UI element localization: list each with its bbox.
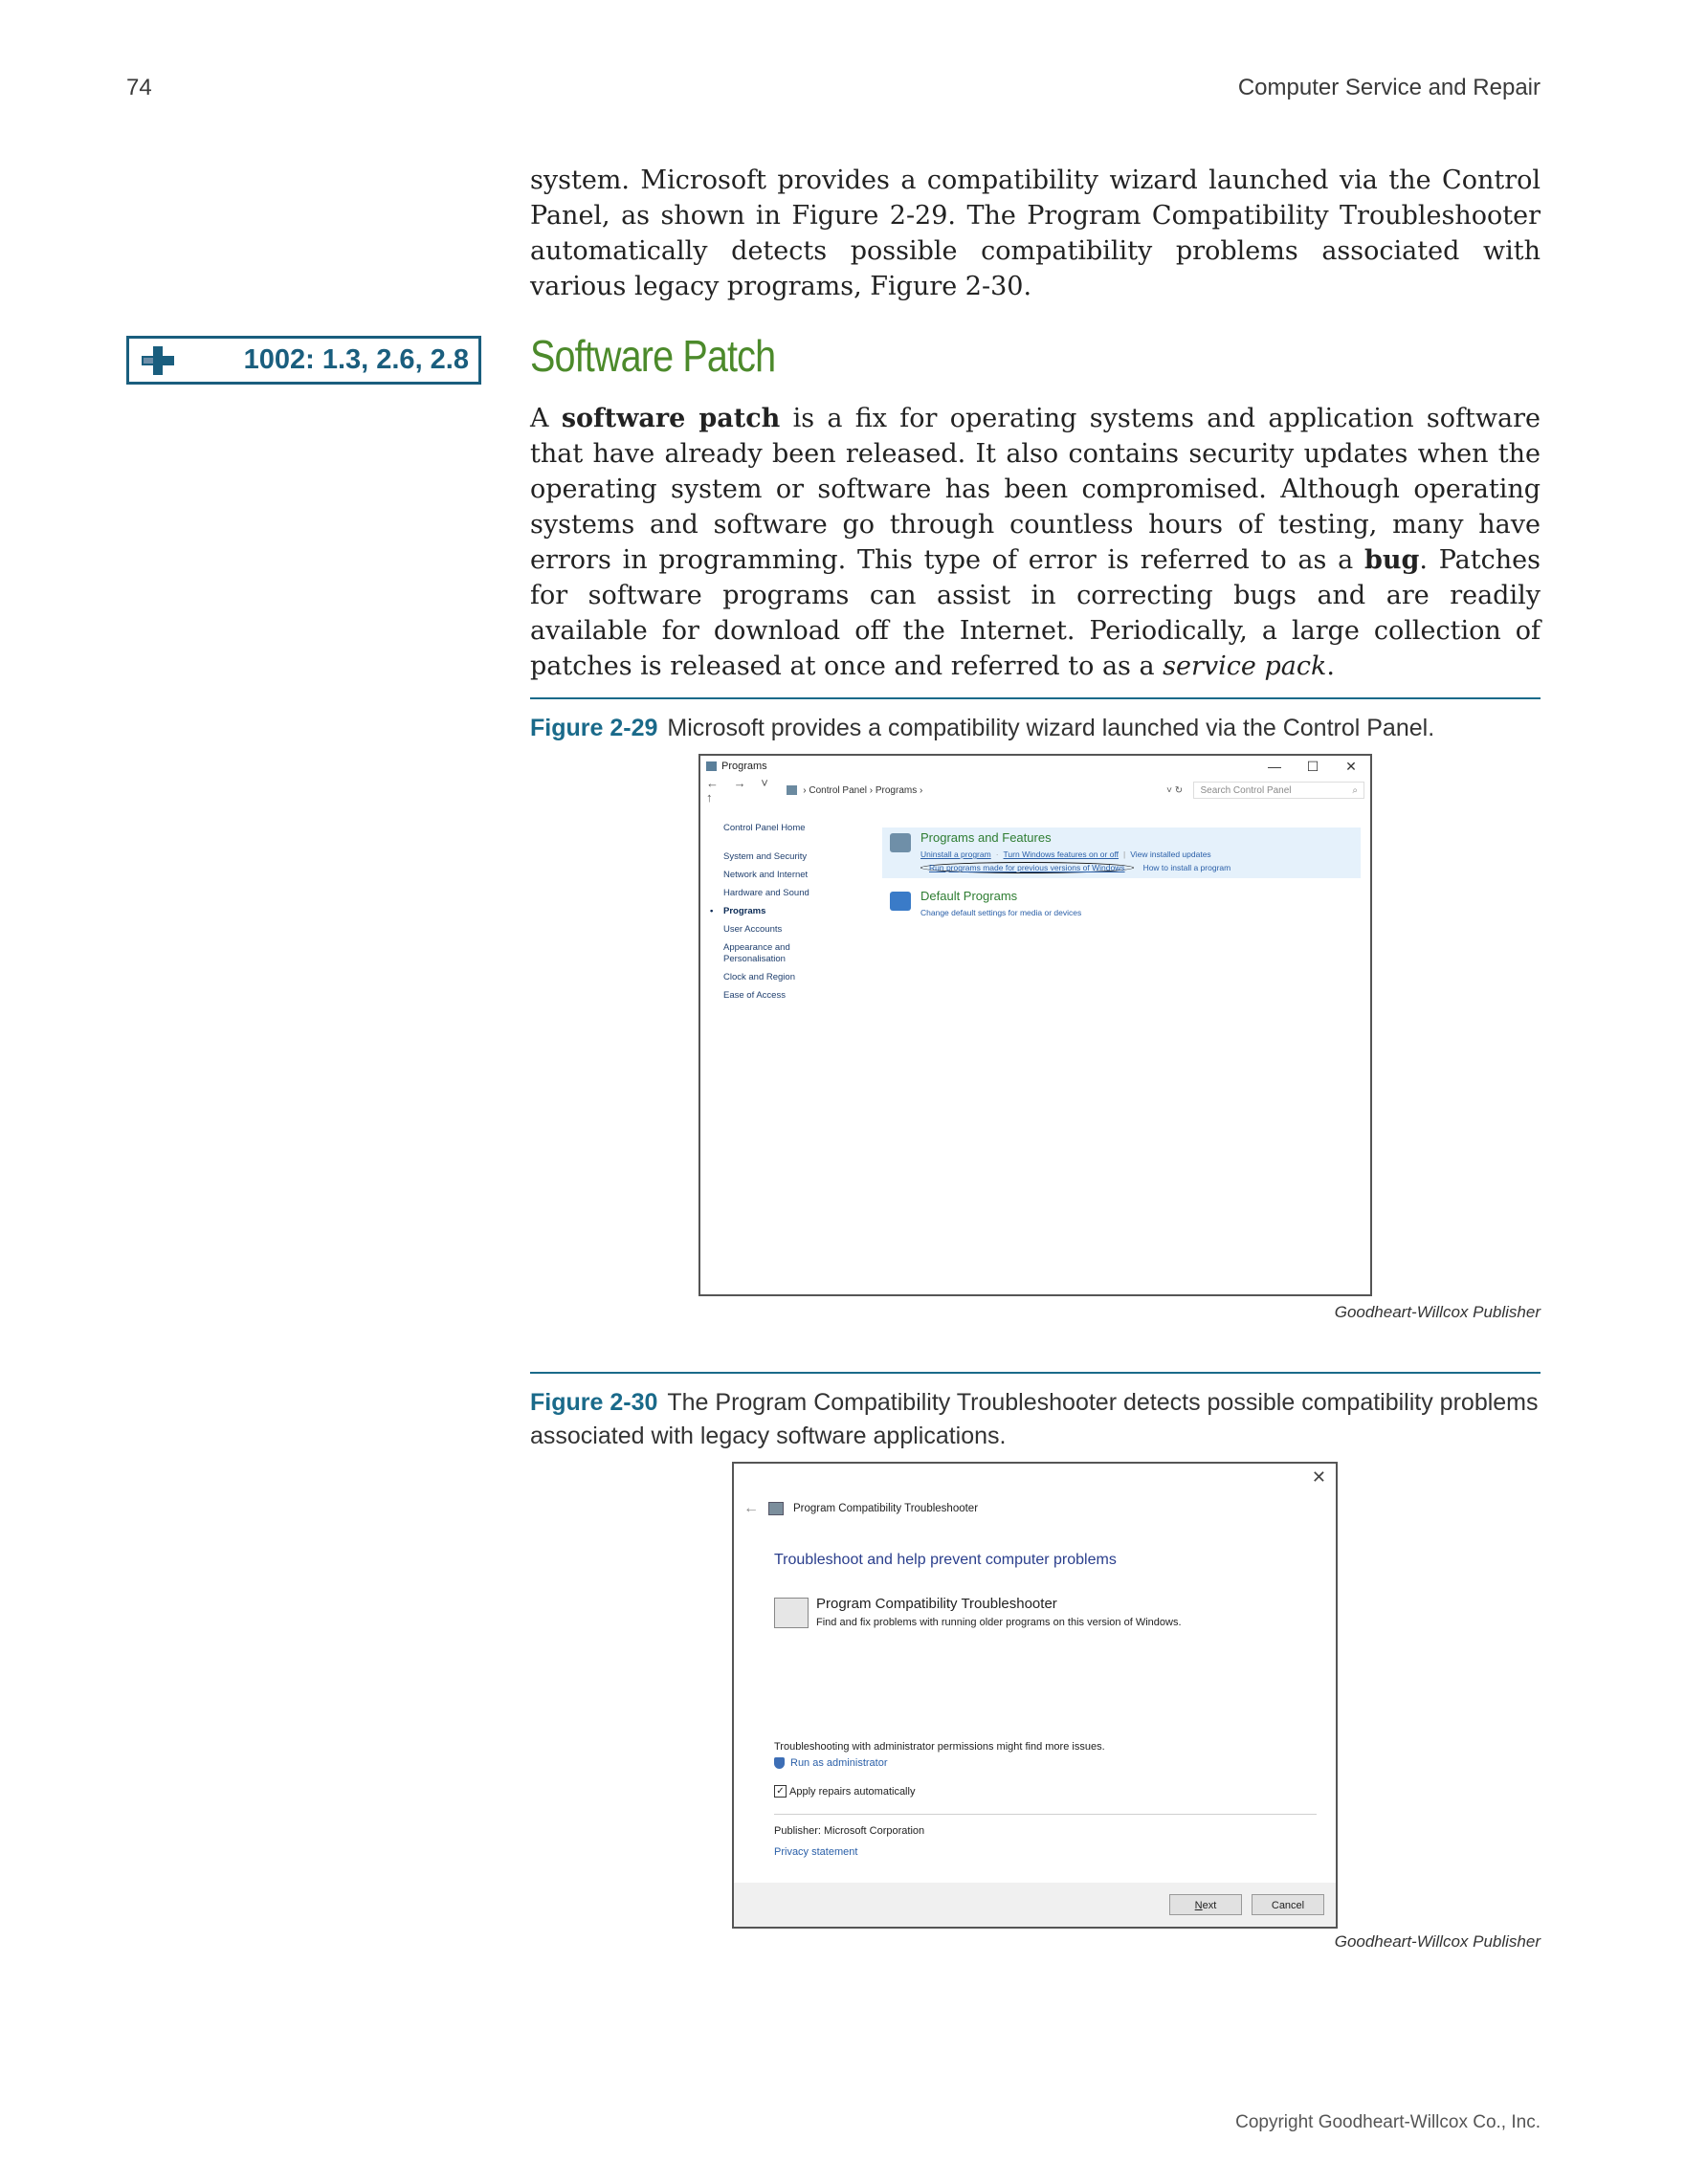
refresh-icon[interactable]: ˅ ↻ bbox=[1166, 784, 1184, 796]
sidebar-item-network[interactable]: Network and Internet bbox=[723, 870, 809, 880]
sidebar-item-clock-region[interactable]: Clock and Region bbox=[723, 972, 795, 982]
sidebar-item-hardware[interactable]: Hardware and Sound bbox=[723, 888, 809, 898]
caption-text: Microsoft provides a compatibility wizard launched via the Control Panel. bbox=[667, 715, 1435, 741]
troubleshooter-item-title[interactable]: Program Compatibility Troubleshooter bbox=[816, 1596, 1057, 1612]
install-program-link[interactable]: How to install a program bbox=[1142, 863, 1231, 872]
category-title[interactable]: Programs and Features bbox=[920, 830, 1052, 845]
close-button[interactable]: ✕ bbox=[1345, 758, 1357, 774]
figure-label: Figure 2-29 bbox=[530, 715, 658, 741]
privacy-link[interactable]: Privacy statement bbox=[774, 1846, 858, 1858]
cancel-button[interactable]: Cancel bbox=[1252, 1894, 1324, 1915]
program-compat-icon bbox=[774, 1598, 809, 1628]
plus-cross-icon bbox=[129, 339, 187, 382]
default-settings-link[interactable]: Change default settings for media or devices bbox=[920, 908, 1082, 917]
dialog-heading: Troubleshoot and help prevent computer problems bbox=[774, 1552, 1117, 1568]
search-input[interactable] bbox=[1193, 782, 1364, 799]
address-bar bbox=[700, 777, 1370, 804]
next-label: ext bbox=[1202, 1900, 1217, 1911]
term-service-pack: service pack bbox=[1163, 651, 1327, 681]
dialog-title: Program Compatibility Troubleshooter bbox=[793, 1503, 979, 1514]
apply-repairs-label: Apply repairs automatically bbox=[789, 1785, 916, 1798]
folder-icon bbox=[787, 785, 797, 795]
software-patch-paragraph bbox=[530, 401, 1541, 684]
minimize-button[interactable]: — bbox=[1268, 758, 1281, 774]
caption-text: The Program Compatibility Troubleshooter detects possible compatibility problems associated with legacy software applications. bbox=[530, 1389, 1539, 1449]
sidebar-item-ease-access[interactable]: Ease of Access bbox=[723, 990, 786, 1001]
installed-updates-link[interactable]: View installed updates bbox=[1130, 849, 1211, 859]
sidebar-item-programs[interactable]: • Programs bbox=[723, 906, 848, 917]
page-number: 74 bbox=[126, 75, 152, 100]
paragraph-text: . bbox=[1326, 651, 1335, 681]
sidebar-item-user-accounts[interactable]: User Accounts bbox=[723, 924, 783, 935]
troubleshooter-screenshot bbox=[732, 1462, 1338, 1929]
run-as-admin-label: Run as administrator bbox=[790, 1757, 888, 1769]
default-programs-icon bbox=[890, 892, 911, 911]
run-older-programs-link[interactable]: Run programs made for previous versions of Windows bbox=[920, 862, 1134, 873]
paragraph-text: . Patches for software programs can assist in correcting bugs and are readily available for download off the Internet. Periodically, a large collection of patches is released at once and referred to as a bbox=[530, 545, 1541, 681]
programs-features-category: Programs and Features Uninstall a program · Turn Windows features on or off | View installed updates Run programs made for previous versions of Windows How to install a program bbox=[882, 827, 1361, 878]
next-accelerator: N bbox=[1194, 1900, 1203, 1911]
run-as-admin-link[interactable] bbox=[774, 1757, 888, 1769]
window-title: Programs bbox=[721, 761, 767, 772]
windows-features-link[interactable]: Turn Windows features on or off bbox=[1003, 849, 1120, 859]
paragraph-text: is a fix for operating systems and application software that have already been released. It also contains security updates when the operating system or software has been compromised. Although operating systems and software go through countless hours of testing, many have errors in programming. This type of error is referred to as a bbox=[530, 404, 1541, 575]
window-titlebar bbox=[700, 756, 1370, 777]
uninstall-link[interactable]: Uninstall a program bbox=[920, 849, 991, 859]
figure-divider bbox=[530, 697, 1541, 699]
term-bug: bug bbox=[1363, 545, 1420, 575]
maximize-button[interactable]: ☐ bbox=[1306, 758, 1319, 774]
category-title[interactable]: Default Programs bbox=[920, 889, 1018, 903]
paragraph-text: A bbox=[530, 404, 562, 433]
intro-paragraph: system. Microsoft provides a compatibility wizard launched via the Control Panel, as shown in Figure 2-29. The Program Compatibility Troubleshooter automatically detects possible compatibility problems associated with various legacy programs, Figure 2-30. bbox=[530, 165, 1541, 301]
close-icon[interactable]: ✕ bbox=[1311, 1467, 1326, 1487]
running-head: Computer Service and Repair bbox=[1237, 75, 1541, 100]
sidebar-item-home[interactable]: Control Panel Home bbox=[723, 823, 806, 833]
programs-features-icon bbox=[890, 833, 911, 852]
control-panel-main bbox=[882, 827, 1361, 931]
sidebar-item-appearance[interactable]: Appearance and Personalisation bbox=[723, 942, 790, 964]
apply-repairs-checkbox[interactable]: ✓ bbox=[774, 1785, 787, 1798]
divider bbox=[774, 1814, 1317, 1815]
figure-divider bbox=[530, 1372, 1541, 1374]
objective-badge bbox=[126, 336, 481, 385]
next-button[interactable] bbox=[1169, 1894, 1242, 1915]
nav-arrows-icon[interactable]: ← → ˅ ↑ bbox=[706, 776, 774, 805]
control-panel-screenshot bbox=[698, 754, 1372, 1296]
figure-2-29-caption bbox=[530, 712, 1541, 745]
figure-credit: Goodheart-Willcox Publisher bbox=[1334, 1303, 1541, 1321]
objective-badge-text: 1002: 1.3, 2.6, 2.8 bbox=[243, 344, 469, 375]
figure-label: Figure 2-30 bbox=[530, 1389, 658, 1416]
admin-note: Troubleshooting with administrator permissions might find more issues. bbox=[774, 1741, 1105, 1753]
control-panel-icon bbox=[706, 761, 717, 771]
troubleshooter-item-desc: Find and fix problems with running older programs on this version of Windows. bbox=[816, 1617, 1182, 1628]
figure-credit: Goodheart-Willcox Publisher bbox=[1334, 1932, 1541, 1951]
copyright: Copyright Goodheart-Willcox Co., Inc. bbox=[1235, 2112, 1541, 2132]
address-field[interactable] bbox=[782, 781, 1156, 800]
shield-icon bbox=[774, 1757, 785, 1769]
control-panel-sidebar bbox=[723, 823, 848, 1008]
address-path: › Control Panel › Programs › bbox=[803, 784, 923, 796]
back-arrow-icon[interactable]: ← bbox=[743, 1500, 759, 1516]
search-icon: ⌕ bbox=[1352, 784, 1358, 796]
troubleshooter-icon bbox=[768, 1502, 784, 1515]
section-heading: Software Patch bbox=[530, 331, 776, 381]
term-software-patch: software patch bbox=[561, 404, 781, 433]
dialog-footer bbox=[734, 1883, 1336, 1927]
default-programs-category bbox=[882, 886, 1361, 923]
apply-repairs-row bbox=[774, 1785, 915, 1798]
figure-2-30-caption bbox=[530, 1386, 1541, 1453]
publisher-text: Publisher: Microsoft Corporation bbox=[774, 1825, 925, 1837]
search-placeholder: Search Control Panel bbox=[1200, 784, 1292, 796]
sidebar-item-system-security[interactable]: System and Security bbox=[723, 851, 808, 862]
